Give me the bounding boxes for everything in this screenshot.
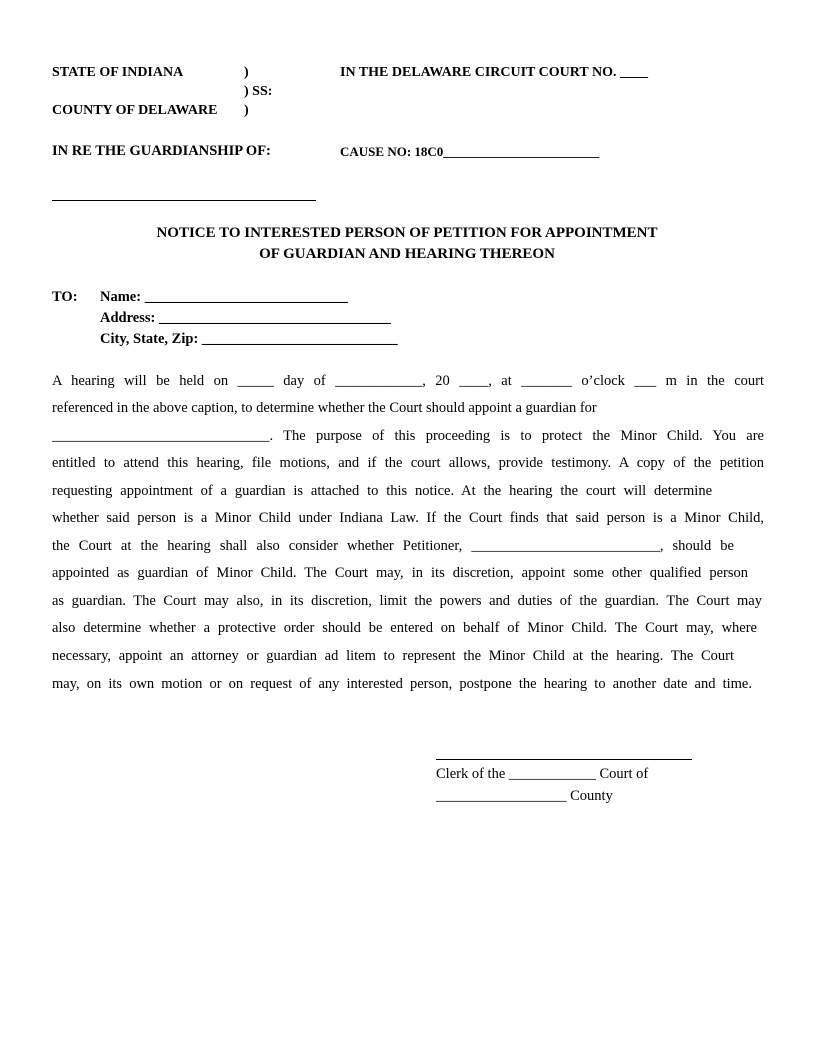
county-label: COUNTY OF DELAWARE xyxy=(52,103,218,118)
body-line: also determine whether a protective order should be entered on behalf of Minor Child. The Court may, where xyxy=(52,620,757,636)
to-label: TO: xyxy=(52,289,78,305)
clerk-county-label: __________________ County xyxy=(436,788,613,804)
body-line: ______________________________. The purpose of this proceeding is to protect the Minor Child. You are xyxy=(52,428,764,444)
ss-label: ) SS: xyxy=(244,84,273,99)
body-line: entitled to attend this hearing, file motions, and if the court allows, provide testimony. A copy of the petition xyxy=(52,455,764,471)
cause-number: CAUSE NO: 18C0________________________ xyxy=(340,144,600,159)
caption-paren-bottom: ) xyxy=(244,103,249,118)
body-line: as guardian. The Court may also, in its discretion, limit the powers and duties of the guardian. The Court may xyxy=(52,593,762,609)
ward-name-line xyxy=(52,200,316,201)
in-re-label: IN RE THE GUARDIANSHIP OF: xyxy=(52,143,271,159)
body-line: necessary, appoint an attorney or guardian ad litem to represent the Minor Child at the hearing. The Court xyxy=(52,648,734,664)
body-line: requesting appointment of a guardian is attached to this notice. At the hearing the court will determine xyxy=(52,483,712,499)
body-line: referenced in the above caption, to determine whether the Court should appoint a guardian for xyxy=(52,400,597,416)
body-line: A hearing will be held on _____ day of ____________, 20 ____, at _______ o’clock ___ m in the court xyxy=(52,373,764,389)
body-line: whether said person is a Minor Child under Indiana Law. If the Court finds that said person is a Minor Child, xyxy=(52,510,764,526)
notice-title-line-1: NOTICE TO INTERESTED PERSON OF PETITION FOR APPOINTMENT xyxy=(156,225,658,241)
recipient-city-field: City, State, Zip: ___________________________ xyxy=(100,331,398,347)
body-line: may, on its own motion or on request of any interested person, postpone the hearing to another date and time. xyxy=(52,676,752,692)
recipient-name-field: Name: ____________________________ xyxy=(100,289,348,305)
body-line: appointed as guardian of Minor Child. The Court may, in its discretion, appoint some other qualified person xyxy=(52,565,748,581)
recipient-address-field: Address: ________________________________ xyxy=(100,310,391,326)
state-label: STATE OF INDIANA xyxy=(52,65,184,80)
clerk-signature-line xyxy=(436,759,692,760)
caption-paren-top: ) xyxy=(244,65,249,80)
court-label: IN THE DELAWARE CIRCUIT COURT NO. ____ xyxy=(340,65,648,80)
clerk-of-court-label: Clerk of the ____________ Court of xyxy=(436,766,649,782)
notice-title-line-2: OF GUARDIAN AND HEARING THEREON xyxy=(259,246,555,262)
body-line: the Court at the hearing shall also consider whether Petitioner, __________________________, should be xyxy=(52,538,734,554)
